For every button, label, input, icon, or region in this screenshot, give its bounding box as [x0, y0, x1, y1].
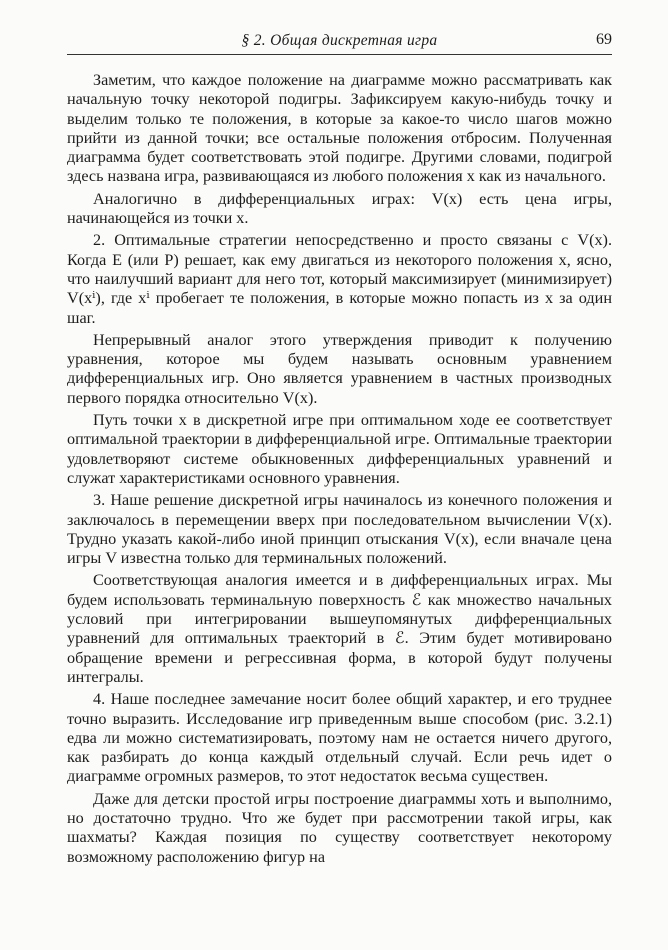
paragraph: Соответствующая аналогия имеется и в дифференциальных играх. Мы будем использовать терминальную поверхность ℰ как множество начальных условий при интегрировании вышеупомянутых дифференциальных уравнений для оптимальных траекторий в ℰ. Этим будет мотивировано обращение времени и регрессивная форма, в которой будут получены интегралы. [67, 571, 612, 686]
paragraph: 4. Наше последнее замечание носит более общий характер, и его труднее точно выразить. Исследование игр приведенным выше способом (рис. 3.2.1) едва ли можно систематизировать, поэтому нам не остается ничего другого, как разбирать до конца каждый отдельный случай. Если речь идет о диаграмме огромных размеров, то этот недостаток весьма существен. [67, 690, 612, 786]
paragraph: 2. Оптимальные стратегии непосредственно и просто связаны с V(x). Когда E (или P) решает, как ему двигаться из некоторого положения x, ясно, что наилучший вариант для него тот, который максимизирует (минимизирует) V(xⁱ), где xⁱ пробегает те положения, в которые можно попасть из x за один шаг. [67, 231, 612, 327]
running-header [67, 30, 612, 55]
paragraph: Аналогично в дифференциальных играх: V(x) есть цена игры, начинающейся из точки x. [67, 189, 612, 228]
page-body [67, 71, 612, 867]
running-title: § 2. Общая дискретная игра [241, 32, 438, 49]
page-number: 69 [596, 31, 612, 48]
paragraph: Непрерывный аналог этого утверждения приводит к получению уравнения, которое мы будем называть основным уравнением дифференциальных игр. Оно является уравнением в частных производных первого порядка относительно V(x). [67, 330, 612, 407]
paragraph: Заметим, что каждое положение на диаграмме можно рассматривать как начальную точку некоторой подигры. Зафиксируем какую-нибудь точку и выделим только те положения, в которые за какое-то число шагов можно прийти из данной точки; все остальные положения отбросим. Полученная диаграмма будет соответствовать этой подигре. Другими словами, подигрой здесь названа игра, развивающаяся из любого положения x как из начального. [67, 71, 612, 186]
paragraph: Даже для детски простой игры построение диаграммы хоть и выполнимо, но достаточно трудно. Что же будет при рассмотрении такой игры, как шахматы? Каждая позиция по существу соответствует некоторому возможному расположению фигур на [67, 789, 612, 866]
paragraph: Путь точки x в дискретной игре при оптимальном ходе ее соответствует оптимальной траектории в дифференциальной игре. Оптимальные траектории удовлетворяют системе обыкновенных дифференциальных уравнений и служат характеристиками основного уравнения. [67, 411, 612, 487]
paragraph: 3. Наше решение дискретной игры начиналось из конечного положения и заключалось в перемещении вверх при последовательном вычислении V(x). Трудно указать какой-либо иной принцип отыскания V(x), если вначале цена игры V известна только для терминальных положений. [67, 491, 612, 568]
